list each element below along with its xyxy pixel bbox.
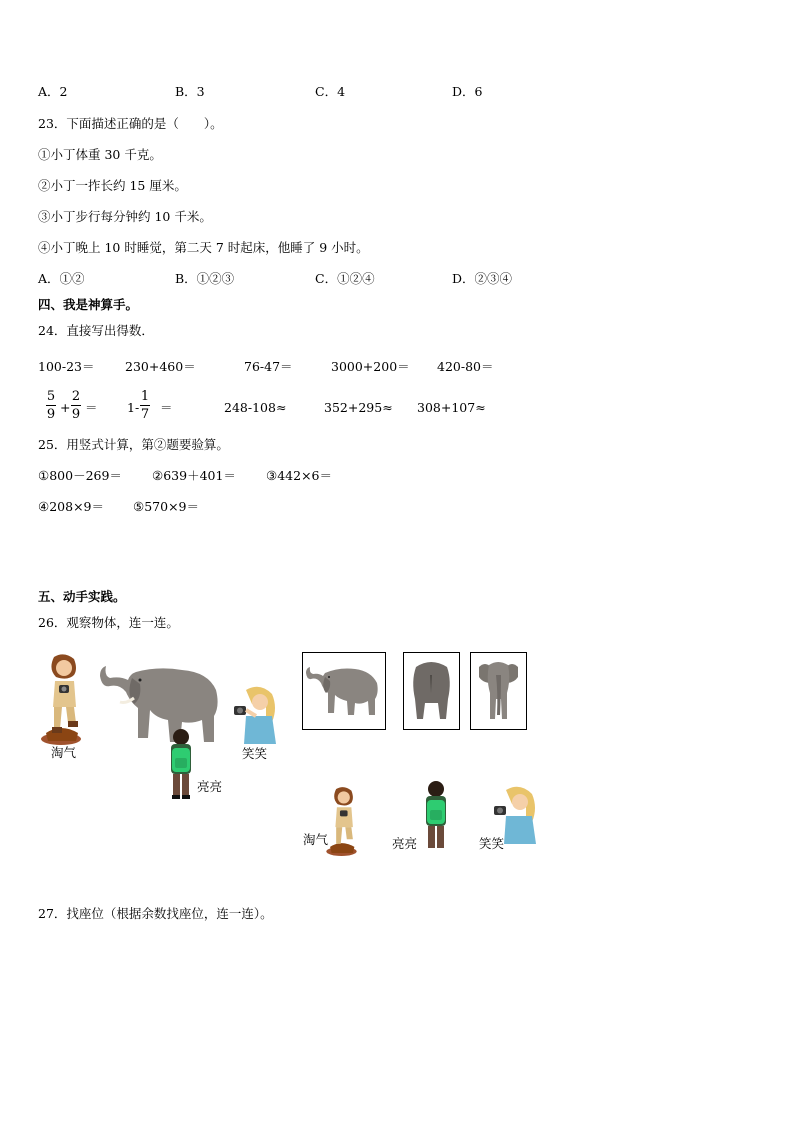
q27-stem: 27．找座位（根据余数找座位，连一连）。 xyxy=(38,906,273,921)
fraction-bar xyxy=(71,405,81,406)
q24-equals: ＝ xyxy=(85,400,98,415)
elephant-illustration xyxy=(96,658,224,746)
q24-fraction-a xyxy=(46,389,56,422)
caption-xiaoxiao-1: 笑笑 xyxy=(242,746,268,761)
q24-estimate-1: 248-108≈ xyxy=(224,400,287,415)
q22-option-d: D．6 xyxy=(452,84,483,99)
q23-item-3: ③小丁步行每分钟约 10 千米。 xyxy=(38,209,212,224)
q24-stem: 24．直接写出得数． xyxy=(38,323,154,338)
caption-liangliang-1: 亮亮 xyxy=(197,779,223,794)
q25-calc-2: ②639＋401＝ xyxy=(152,468,236,483)
taoqi-girl-small-illustration xyxy=(322,786,364,856)
section-5-title: 五、动手实践。 xyxy=(38,589,126,604)
q23-stem: 23．下面描述正确的是（ ）。 xyxy=(38,116,223,131)
q24-expr-3: 76-47＝ xyxy=(244,359,293,374)
q23-option-a: A．①② xyxy=(38,271,85,286)
q25-stem: 25．用竖式计算，第②题要验算。 xyxy=(38,437,229,452)
fraction-numerator: 1 xyxy=(140,389,150,404)
q23-item-4: ④小丁晚上 10 时睡觉，第二天 7 时起床，他睡了 9 小时。 xyxy=(38,240,369,255)
q22-option-a: A．2 xyxy=(38,84,68,99)
xiaoxiao-girl-illustration xyxy=(232,686,278,744)
q24-expr-2: 230+460＝ xyxy=(125,359,196,374)
caption-taoqi-2[interactable]: 淘气 xyxy=(303,832,329,847)
view-box-side[interactable] xyxy=(302,652,386,730)
q24-one-minus: 1- xyxy=(127,400,140,415)
fraction-denominator: 9 xyxy=(46,407,56,422)
q23-option-b: B．①②③ xyxy=(175,271,235,286)
q23-option-c: C．①②④ xyxy=(315,271,375,286)
caption-xiaoxiao-2[interactable]: 笑笑 xyxy=(479,836,505,851)
liangliang-boy-small-illustration xyxy=(421,780,451,852)
q24-fraction-b xyxy=(71,389,81,422)
view-box-back[interactable] xyxy=(403,652,460,730)
fraction-denominator: 7 xyxy=(140,407,150,422)
q24-estimate-3: 308+107≈ xyxy=(417,400,486,415)
q24-expr-1: 100-23＝ xyxy=(38,359,95,374)
q23-item-1: ①小丁体重 30 千克。 xyxy=(38,147,162,162)
view-box-front[interactable] xyxy=(470,652,527,730)
q23-item-2: ②小丁一拃长约 15 厘米。 xyxy=(38,178,187,193)
q26-stem: 26．观察物体，连一连。 xyxy=(38,615,179,630)
section-4-title: 四、我是神算手。 xyxy=(38,297,139,312)
q24-fraction-c xyxy=(140,389,150,422)
q24-equals-2: ＝ xyxy=(160,400,173,415)
q25-calc-3: ③442×6＝ xyxy=(266,468,332,483)
q24-expr-4: 3000+200＝ xyxy=(331,359,410,374)
taoqi-girl-illustration xyxy=(38,653,88,745)
q25-calc-5: ⑤570×9＝ xyxy=(133,499,199,514)
q24-expr-5: 420-80＝ xyxy=(437,359,494,374)
fraction-numerator: 2 xyxy=(71,389,81,404)
elephant-back-view-icon xyxy=(404,653,459,729)
q25-calc-4: ④208×9＝ xyxy=(38,499,104,514)
caption-taoqi: 淘气 xyxy=(51,745,77,760)
q22-option-c: C．4 xyxy=(315,84,346,99)
q24-estimate-2: 352+295≈ xyxy=(324,400,393,415)
q22-option-b: B．3 xyxy=(175,84,205,99)
fraction-bar xyxy=(46,405,56,406)
q23-option-d: D．②③④ xyxy=(452,271,513,286)
liangliang-boy-illustration xyxy=(166,728,196,800)
q25-calc-1: ①800－269＝ xyxy=(38,468,122,483)
q24-plus-sign: + xyxy=(60,400,71,415)
fraction-numerator: 5 xyxy=(46,389,56,404)
caption-liangliang-2[interactable]: 亮亮 xyxy=(392,836,418,851)
elephant-side-view-icon xyxy=(303,653,385,729)
fraction-denominator: 9 xyxy=(71,407,81,422)
fraction-bar xyxy=(140,405,150,406)
elephant-front-view-icon xyxy=(471,653,526,729)
